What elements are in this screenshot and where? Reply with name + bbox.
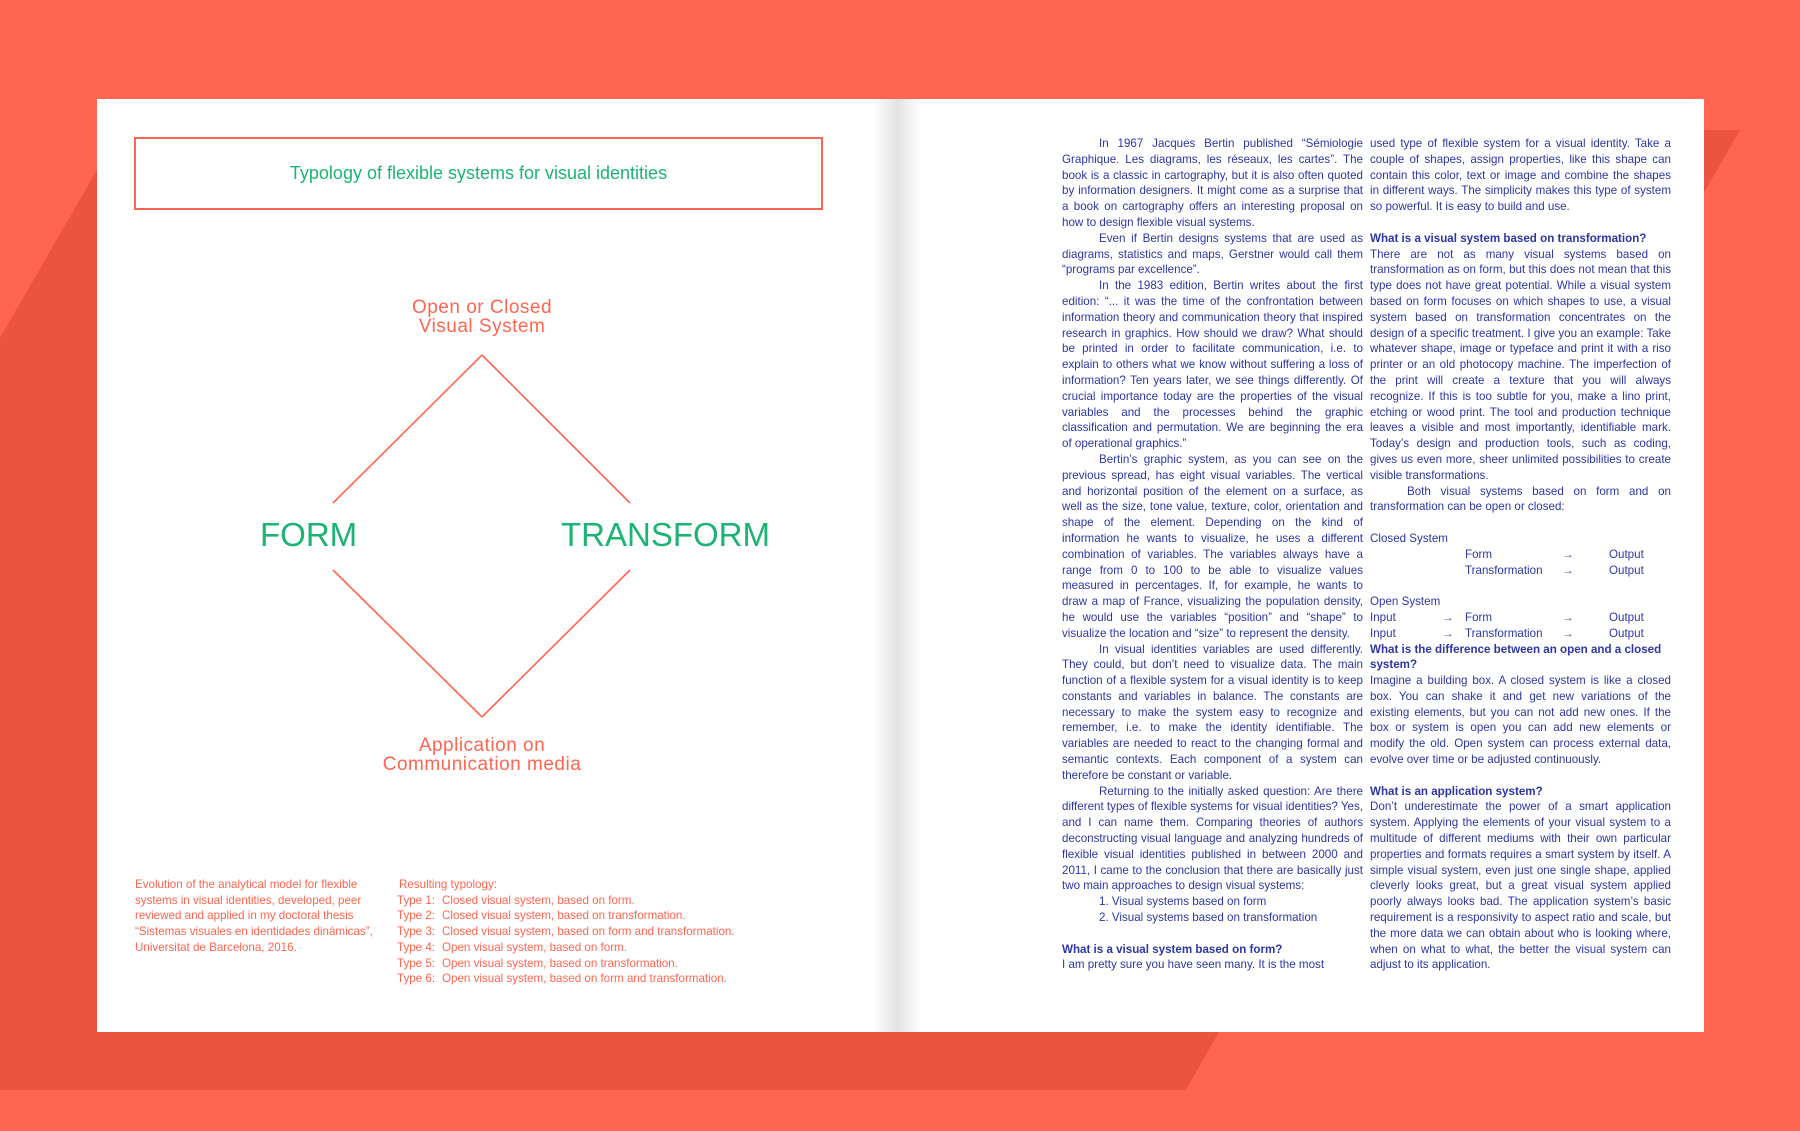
diamond-edge-top-right (482, 355, 630, 503)
diamond-edge-bottom-right (482, 570, 630, 717)
system-output: Output (1609, 547, 1644, 561)
arrow-icon: → (1442, 626, 1454, 640)
typology-item (397, 908, 777, 924)
diagram-form-word: FORM (260, 516, 358, 553)
typology-text: Closed visual system, based on form and transformation. (442, 925, 735, 939)
system-process: Form (1465, 547, 1493, 561)
typology-item (397, 971, 777, 987)
paragraph: In the 1983 edition, Bertin writes about the first edition: “... it was the time of the confrontation between information theory and communication theory that inspired research in graphics. How should we draw? What should be printed in order to facilitate communication, i.e. to explain to others what we know without suffering a loss of information? Ten years later, we see things differently. Of crucial importance today are the properties of the visual variables and the processes behind the graphic classification and permutation. We are beginning the era of operational graphics.” (1062, 279, 1363, 451)
paragraph: In 1967 Jacques Bertin published “Sémiologie Graphique. Les diagrams, les réseaux, les cartes”. The book is a classic in cartography, but it is also often quoted by information designers. It might come as a surprise that a book on cartography offers an interesting proposal on how to design flexible visual systems. (1062, 137, 1363, 229)
section-heading: What is an application system? (1370, 784, 1543, 798)
closed-system-heading: Closed System (1370, 531, 1448, 545)
paragraph: Don’t underestimate the power of a smart application system. Applying the elements of your visual system to a multitude of different mediums with their own particular properties and formats requires a smart system by itself. A simple visual system, even just one single shape, applied cleverly looks great, but a great visual system applied poorly always looks bad. The application system’s basic requirement is a responsivity to aspect ratio and scale, but the more data we can obtain about who is looking where, when on what to what, the better the visual system can adjust to its application. (1370, 800, 1671, 972)
paragraph: used type of flexible system for a visual identity. Take a couple of shapes, assign properties, like this shape can contain this color, text or image and combine the shapes in different ways. The simplicity makes this type of system so powerful. It is easy to build and use. (1370, 137, 1671, 214)
typology-item (397, 956, 777, 972)
diagram-top-label-line-2: Visual System (418, 316, 546, 337)
paragraph: Bertin’s graphic system, as you can see on the previous spread, has eight visual variables. The vertical and horizontal position of the element on a surface, as well as the size, tone value, texture, color, orientation and shape of the element. Depending on the kind of information he wants to visualize, he uses a different combination of variables. The variables always have a range from 0 to 100 to be able to visualize values measured in percentages. If, for example, he wants to draw a map of France, visualizing the population density, he would use the variables “position” and “shape” to visualize the location and “size” to represent the density. (1062, 452, 1363, 640)
typology-text: Closed visual system, based on transformation. (442, 909, 686, 923)
typology-item (397, 893, 777, 909)
system-input (1370, 563, 1442, 579)
list-item: 1. Visual systems based on form (1099, 895, 1267, 909)
paragraph: Returning to the initially asked question: Are there different types of flexible systems for visual identities? Yes, and I can name them. Comparing theories of authors deconstructing visual language and analyzing hundreds of flexible visual identities published in between 2000 and 2011, I came to the conclusion that there are basically just two main approaches to design visual systems: (1062, 784, 1363, 893)
paragraph: In visual identities variables are used differently. They could, but don’t need to visualize data. The main function of a flexible system for a visual identity is to keep constants and variables in balance. The constants are necessary to make the system easy to recognize and remember, i.e. to make the identity identifiable. The variables are needed to react to the changing formal and semantic contexts. Each component of a system can therefore be constant or variable. (1062, 642, 1363, 782)
diamond-edge-bottom-left (333, 570, 482, 717)
open-system-row (1370, 626, 1671, 642)
caption-line: systems in visual identities, developed, peer (135, 893, 362, 907)
paragraph: I am pretty sure you have seen many. It is the most (1062, 958, 1325, 972)
arrow-icon (1442, 563, 1465, 579)
system-input: Input (1370, 610, 1396, 624)
caption-line: Evolution of the analytical model for flexible (135, 878, 358, 891)
diagram-transform-word: TRANSFORM (561, 516, 770, 553)
typology-text: Open visual system, based on transformation. (442, 956, 678, 970)
typology-type: Type 6: (397, 972, 436, 986)
arrow-icon: → (1562, 610, 1574, 624)
typology-heading: Resulting typology: (399, 878, 497, 891)
typology-text: Open visual system, based on form. (442, 940, 627, 954)
typology-text: Closed visual system, based on form. (442, 893, 635, 907)
list-item: 2. Visual systems based on transformation (1099, 911, 1318, 925)
diamond-edge-top-left (333, 355, 482, 503)
system-output: Output (1609, 610, 1644, 624)
arrow-icon: → (1562, 626, 1574, 640)
caption-line: Universitat de Barcelona, 2016. (135, 940, 297, 954)
arrow-icon: → (1562, 547, 1574, 561)
diagram-bottom-label (332, 736, 632, 774)
diagram-bottom-label-line-1: Application on (418, 735, 546, 756)
system-process: Form (1465, 610, 1493, 624)
section-heading: What is a visual system based on transformation? (1370, 231, 1647, 245)
diagram-top-label (382, 298, 582, 336)
typology-item (397, 940, 777, 956)
system-input: Input (1370, 626, 1396, 640)
typology-type: Type 3: (397, 925, 436, 939)
typology-type: Type 4: (397, 940, 436, 954)
typology-item (397, 924, 777, 940)
text-column-2 (1370, 136, 1671, 973)
arrow-icon (1442, 547, 1465, 563)
typology-type: Type 5: (397, 956, 436, 970)
gutter-shadow (899, 99, 921, 1032)
typology-type: Type 2: (397, 909, 436, 923)
closed-system-row (1370, 563, 1671, 579)
system-process: Transformation (1465, 626, 1543, 640)
typology-type: Type 1: (397, 893, 436, 907)
system-input (1370, 547, 1442, 563)
diagram-top-label-line-1: Open or Closed (411, 297, 553, 318)
paragraph: Both visual systems based on form and on transformation can be open or closed: (1370, 484, 1671, 514)
caption-left (135, 877, 375, 956)
system-process: Transformation (1465, 563, 1543, 577)
section-heading: What is a visual system based on form? (1062, 942, 1283, 956)
open-system-row (1370, 610, 1671, 626)
arrow-icon: → (1562, 563, 1574, 577)
typology-list (397, 877, 777, 987)
section-heading: What is the difference between an open and a closed system? (1370, 642, 1662, 672)
right-page (899, 99, 1704, 1032)
arrow-icon: → (1442, 610, 1454, 624)
system-output: Output (1609, 563, 1644, 577)
page-title: Typology of flexible systems for visual identities (289, 163, 668, 183)
left-page (97, 99, 899, 1032)
open-system-heading: Open System (1370, 595, 1441, 609)
caption-line: reviewed and applied in my doctoral thesis (135, 909, 354, 923)
paragraph: Even if Bertin designs systems that are used as diagrams, statistics and maps, Gerstner would call them “programs par excellence”. (1062, 231, 1363, 277)
typology-text: Open visual system, based on form and transformation. (442, 972, 727, 986)
paragraph: There are not as many visual systems based on transformation as on form, but this does not mean that this type does not have great potential. While a visual system based on form focuses on which shapes to use, a visual system based on transformation concentrates on the design of a specific treatment. I give you an example: Take whatever shape, image or typeface and print it with a riso printer or an old photocopy machine. The imperfection of the print will create a texture that you will always recognize. If this is too subtle for you, make a lino print, etching or wood print. The tool and production technique leaves a visible and most importantly, identifiable mark. Today’s design and production tools, such as coding, gives us even more, sheer unlimited possibilities to create visible transformations. (1370, 247, 1671, 482)
closed-system-row (1370, 547, 1671, 563)
text-column-1 (1062, 136, 1363, 973)
diagram-bottom-label-line-2: Communication media (382, 754, 582, 775)
system-output: Output (1609, 626, 1644, 640)
caption-line: “Sistemas visuales en identidades dinámicas”, (135, 925, 373, 939)
paragraph: Imagine a building box. A closed system is like a closed box. You can shake it and get new variations of the existing elements, but you can not add new ones. If the box or system is open you can add new elements or modify the old. Open system can process external data, evolve over time or be adjusted continuously. (1370, 674, 1671, 767)
